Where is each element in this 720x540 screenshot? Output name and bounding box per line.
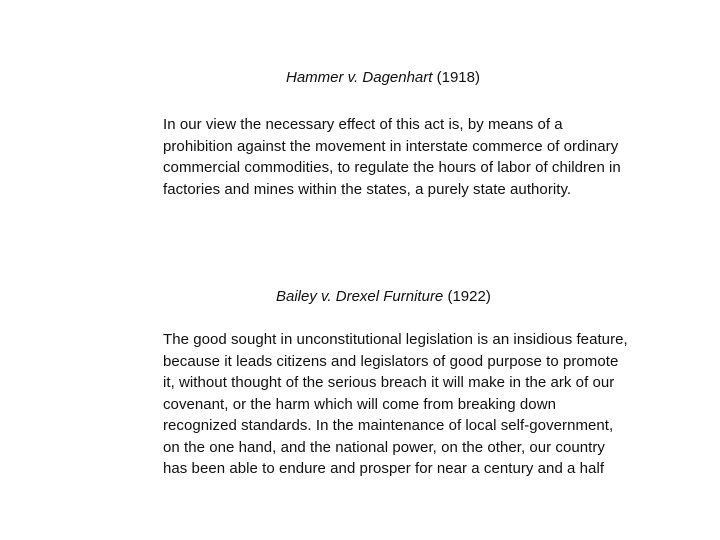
case-year: (1922): [447, 288, 491, 305]
case-title-bailey: [276, 287, 491, 307]
quote-bailey: The good sought in unconstitutional legislation is an insidious feature, because it leads citizens and legislators of good purpose to promote it, without thought of the serious breach it will make in the ark of our covenant, or the harm which will come from breaking down recognized standards. In the maintenance of local self-government, on the one hand, and the national power, on the other, our country has been able to endure and prosper for near a century and a half: [163, 331, 628, 477]
case-name: Hammer v. Dagenhart: [286, 69, 433, 86]
quote-hammer: In our view the necessary effect of this act is, by means of a prohibition against the movement in interstate commerce of ordinary commercial commodities, to regulate the hours of labor of children in factories and mines within the states, a purely state authority.: [163, 116, 621, 198]
case-name: Bailey v. Drexel Furniture: [276, 288, 444, 305]
case-year: (1918): [436, 69, 480, 86]
case-title-hammer: [286, 68, 480, 88]
